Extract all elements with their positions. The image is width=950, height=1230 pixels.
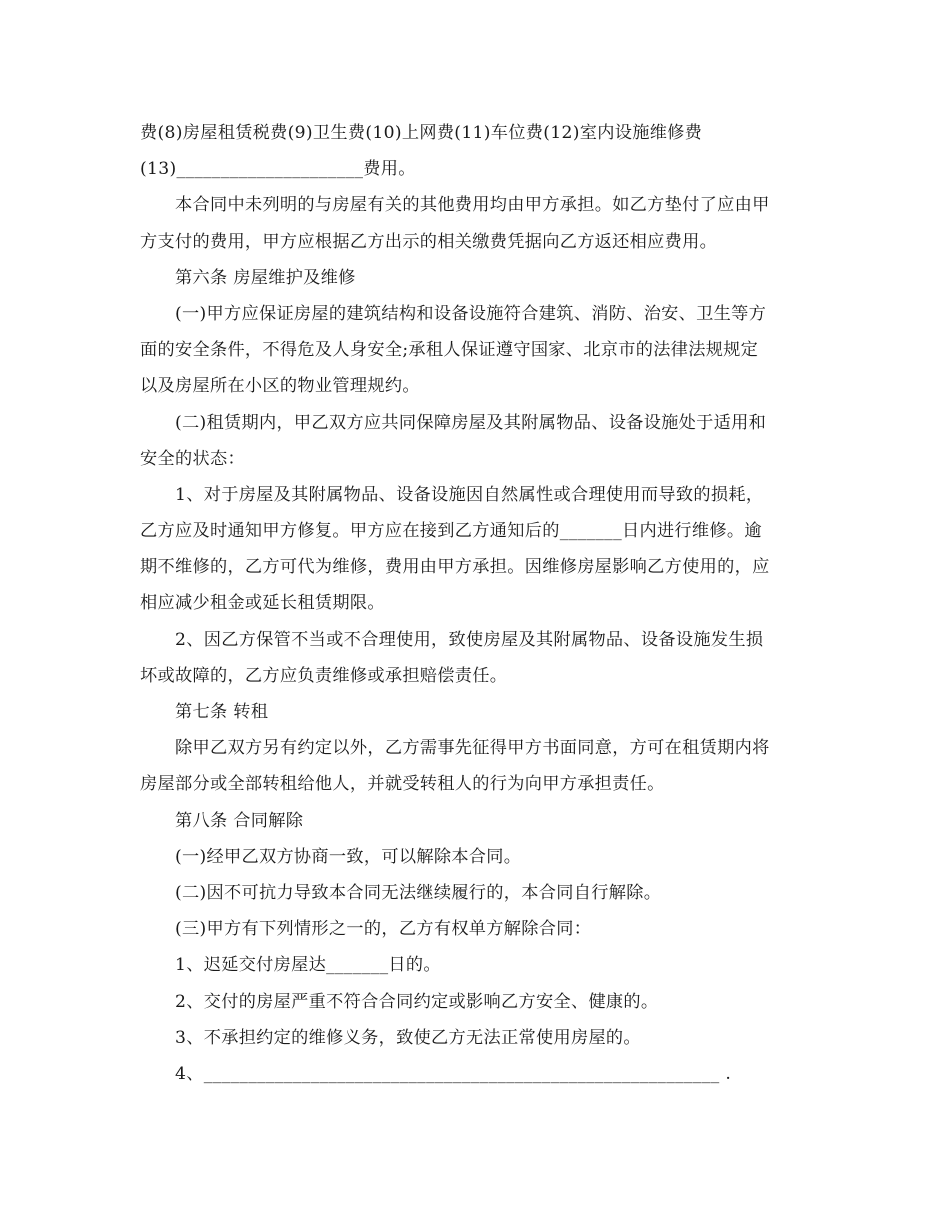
text-line: 安全的状态： bbox=[140, 448, 245, 469]
paragraph-start: (二)租赁期内，甲乙双方应共同保障房屋及其附属物品、设备设施处于适用和 bbox=[175, 412, 767, 433]
section-heading-7: 第七条 转租 bbox=[175, 702, 269, 722]
text-line: 房屋部分或全部转租给他人，并就受转租人的行为向甲方承担责任。 bbox=[140, 774, 665, 795]
document-page bbox=[140, 115, 820, 1092]
list-item: (二)因不可抗力导致本合同无法继续履行的，本合同自行解除。 bbox=[175, 882, 662, 903]
section-heading-8: 第八条 合同解除 bbox=[175, 810, 304, 831]
text-line: 相应减少租金或延长租赁期限。 bbox=[140, 593, 385, 614]
paragraph-start: 除甲乙双方另有约定以外，乙方需事先征得甲方书面同意，方可在租赁期内将 bbox=[175, 738, 770, 759]
paragraph-start: 本合同中未列明的与房屋有关的其他费用均由甲方承担。如乙方垫付了应由甲 bbox=[175, 195, 770, 216]
text-line: 以及房屋所在小区的物业管理规约。 bbox=[140, 376, 420, 397]
paragraph-start: (一)甲方应保证房屋的建筑结构和设备设施符合建筑、消防、治安、卫生等方 bbox=[175, 303, 767, 324]
section-heading-6: 第六条 房屋维护及维修 bbox=[175, 267, 356, 288]
list-item: 2、因乙方保管不当或不合理使用，致使房屋及其附属物品、设备设施发生损 bbox=[175, 629, 764, 650]
text-line: 面的安全条件，不得危及人身安全;承租人保证遵守国家、北京市的法律法规规定 bbox=[140, 340, 759, 361]
list-item: 1、迟延交付房屋达_______日的。 bbox=[175, 955, 441, 976]
text-line: 乙方应及时通知甲方修复。甲方应在接到乙方通知后的_______日内进行维修。逾 bbox=[140, 521, 762, 542]
list-item: (三)甲方有下列情形之一的，乙方有权单方解除合同： bbox=[175, 919, 592, 940]
list-item: (一)经甲乙双方协商一致，可以解除本合同。 bbox=[175, 846, 522, 867]
text-line: 方支付的费用，甲方应根据乙方出示的相关缴费凭据向乙方返还相应费用。 bbox=[140, 231, 718, 252]
list-item: 2、交付的房屋严重不符合合同约定或影响乙方安全、健康的。 bbox=[175, 991, 659, 1012]
list-item: 4、__________________________________________________________ . bbox=[175, 1063, 732, 1084]
text-line: 期不维修的，乙方可代为维修，费用由甲方承担。因维修房屋影响乙方使用的，应 bbox=[140, 557, 770, 578]
text-line: (13)_____________________费用。 bbox=[140, 159, 416, 180]
list-item: 3、不承担约定的维修义务，致使乙方无法正常使用房屋的。 bbox=[175, 1027, 641, 1048]
text-line: 费(8)房屋租赁税费(9)卫生费(10)上网费(11)车位费(12)室内设施维修费 bbox=[140, 123, 703, 143]
list-item: 1、对于房屋及其附属物品、设备设施因自然属性或合理使用而导致的损耗， bbox=[175, 484, 764, 505]
text-line: 坏或故障的，乙方应负责维修或承担赔偿责任。 bbox=[140, 665, 508, 686]
